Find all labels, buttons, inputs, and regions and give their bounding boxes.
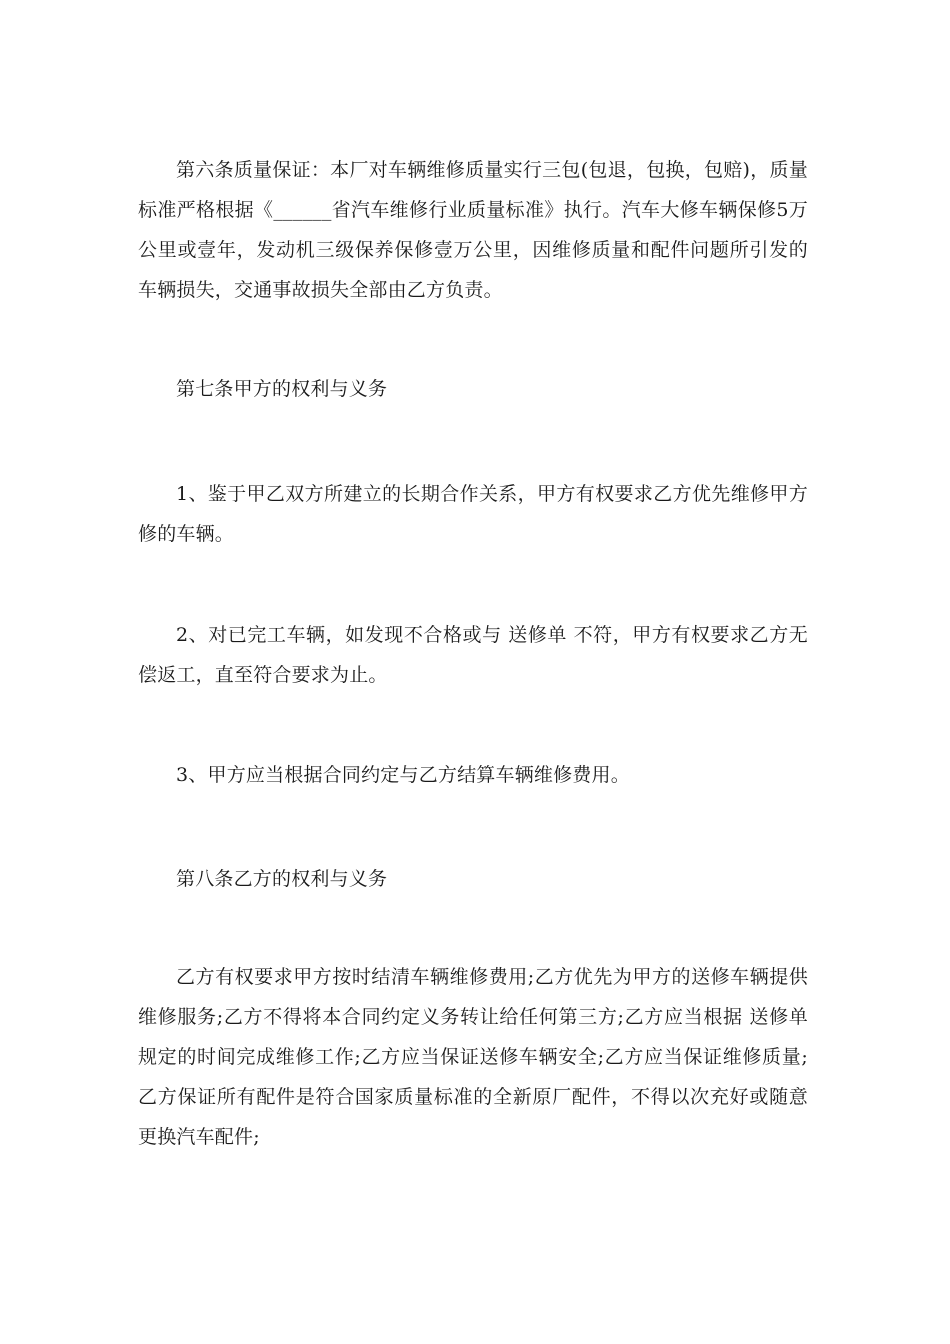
article-6-quality-guarantee: 第六条质量保证：本厂对车辆维修质量实行三包(包退，包换，包赔)，质量标准严格根据《______省汽车维修行业质量标准》执行。汽车大修车辆保修5万公里或壹年，发动机三级保养保修壹万公里，因维修质量和配件问题所引发的车辆损失，交通事故损失全部由乙方负责。 — [138, 159, 808, 301]
article-8-body: 乙方有权要求甲方按时结清车辆维修费用;乙方优先为甲方的送修车辆提供维修服务;乙方不得将本合同约定义务转让给任何第三方;乙方应当根据 送修单规定的时间完成维修工作;乙方应当保证送修车辆安全;乙方应当保证维修质量;乙方保证所有配件是符合国家质量标准的全新原厂配件，不得以次充好或随意更换汽车配件; — [138, 966, 808, 1148]
article-7-item-1: 1、鉴于甲乙双方所建立的长期合作关系，甲方有权要求乙方优先维修甲方修的车辆。 — [138, 483, 808, 545]
article-7-item-2: 2、对已完工车辆，如发现不合格或与 送修单 不符，甲方有权要求乙方无偿返工，直至符合要求为止。 — [138, 624, 808, 686]
article-8-heading: 第八条乙方的权利与义务 — [176, 868, 388, 890]
article-7-heading: 第七条甲方的权利与义务 — [176, 378, 388, 400]
article-7-item-3: 3、甲方应当根据合同约定与乙方结算车辆维修费用。 — [176, 764, 630, 786]
